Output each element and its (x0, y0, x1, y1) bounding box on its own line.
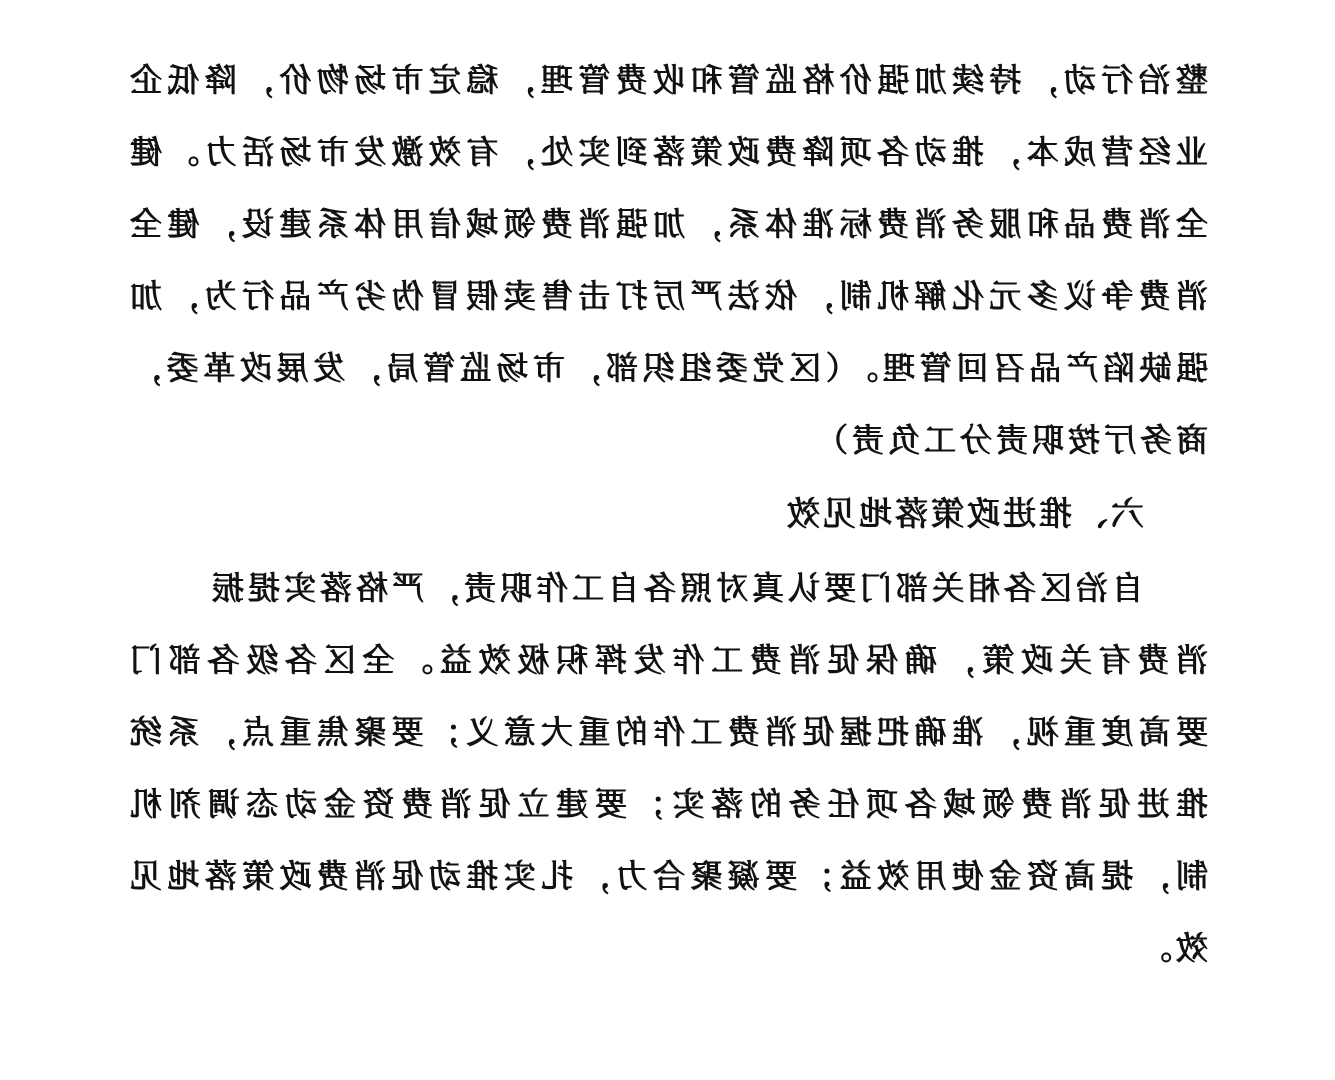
paragraph-1 (126, 44, 1208, 476)
text-line: 要高度重视，准确把握促消费工作的重大意义；要聚焦重点，系统 (126, 713, 1208, 751)
text-line: 自治区各相关部门要认真对照各自工作职责，严格落实提振 (207, 569, 1144, 607)
text-line: 整治行动，持续加强价格监管和收费管理，稳定市场物价，降低企 (126, 61, 1208, 99)
paragraph-2 (126, 552, 1208, 984)
text-line: 商务厅按职责分工负责） (811, 421, 1208, 459)
text-line: 全消费品和服务消费标准体系，加强消费领域信用体系建设，健全 (126, 205, 1208, 243)
text-line: 效。 (1135, 929, 1208, 967)
text-line: 消费有关政策，确保促消费工作发挥积极效益。全区各级各部门 (126, 641, 1208, 679)
text-line: 消费争议多元化解机制，依法严厉打击售卖假冒伪劣产品行为，加 (126, 277, 1208, 315)
mirrored-document-body (126, 44, 1208, 984)
text-line: 强缺陷产品召回管理。（区党委组织部，市场监管局，发展改革委， (126, 349, 1208, 387)
section-heading: 六、推进政策落地见效 (784, 494, 1144, 533)
text-line: 业经营成本，推动各项降费政策落到实处，有效激发市场活力。健 (126, 133, 1208, 171)
text-line: 推进促消费领域各项任务的落实；要建立促消费资金动态调剂机 (126, 785, 1208, 823)
text-line: 制，提高资金使用效益；要凝聚合力，扎实推动促消费政策落地见 (126, 857, 1208, 895)
